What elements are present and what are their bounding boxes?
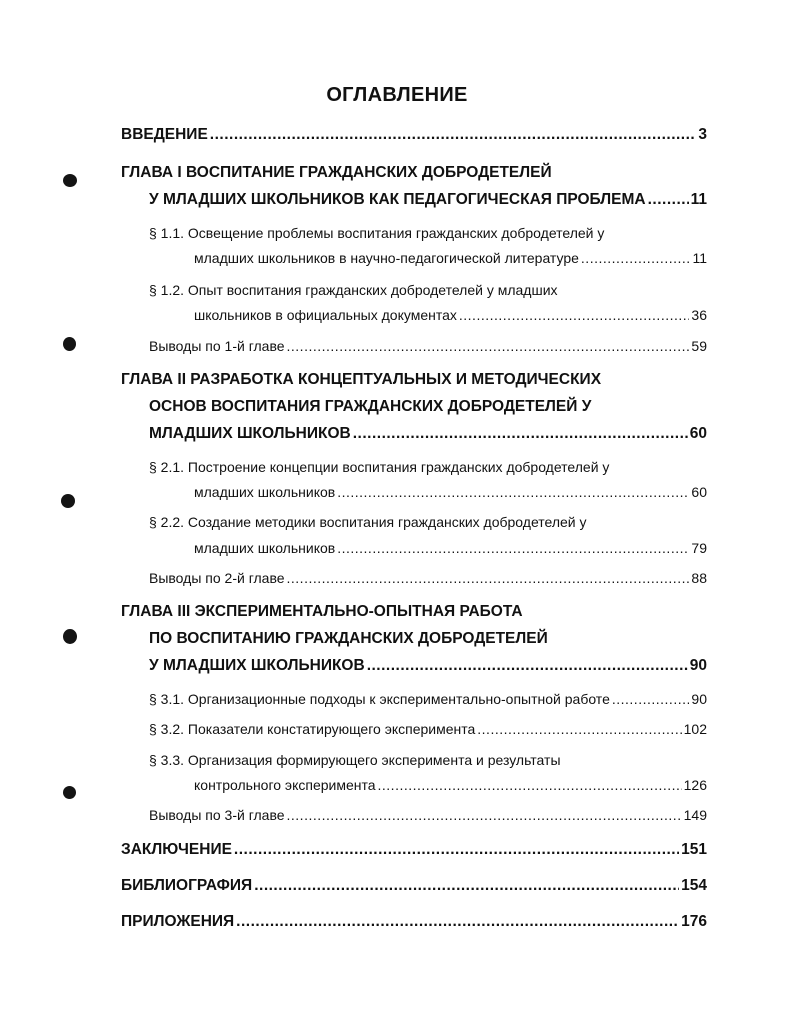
toc-entry-section-1-1	[194, 248, 707, 268]
leader-dots	[353, 424, 688, 444]
chapter-3-heading-line-2: ПО ВОСПИТАНИЮ ГРАЖДАНСКИХ ДОБРОДЕТЕЛЕЙ	[149, 630, 548, 647]
section-3-3-heading: § 3.3. Организация формирующего эксперимента и результаты	[149, 752, 561, 768]
toc-page-number: 176	[681, 913, 707, 930]
leader-dots	[287, 568, 690, 588]
leader-dots	[477, 719, 681, 739]
toc-entry-text: ЗАКЛЮЧЕНИЕ	[121, 841, 232, 858]
toc-entry-conclusions-3	[149, 805, 707, 825]
punch-hole-blot	[61, 494, 75, 508]
toc-page-number: 60	[691, 484, 707, 500]
toc-entry-text: ВВЕДЕНИЕ	[121, 126, 208, 143]
toc-entry-section-3-1	[149, 689, 707, 709]
leader-dots	[337, 538, 689, 558]
chapter-1-heading: ГЛАВА I ВОСПИТАНИЕ ГРАЖДАНСКИХ ДОБРОДЕТЕЛЕЙ	[121, 164, 552, 181]
toc-entry-text: § 3.1. Организационные подходы к экспериментально-опытной работе	[149, 691, 610, 707]
punch-hole-blot	[63, 629, 77, 644]
toc-entry-text: школьников в официальных документах	[194, 307, 457, 323]
leader-dots	[378, 775, 682, 795]
toc-entry-bibliography	[121, 876, 707, 896]
toc-page-number: 3	[698, 126, 707, 143]
leader-dots	[210, 125, 697, 145]
toc-page-number: 59	[691, 338, 707, 354]
toc-entry-chapter-2	[149, 424, 707, 444]
section-2-1-heading: § 2.1. Построение концепции воспитания гражданских добродетелей у	[149, 459, 610, 475]
leader-dots	[337, 482, 689, 502]
toc-entry-section-3-3	[194, 775, 707, 795]
toc-entry-intro	[121, 125, 707, 145]
toc-entry-text: контрольного эксперимента	[194, 777, 376, 793]
toc-entry-section-1-2	[194, 305, 707, 325]
leader-dots	[234, 840, 679, 860]
toc-page-number: 88	[691, 570, 707, 586]
toc-page-number: 154	[681, 877, 707, 894]
toc-entry-text: У МЛАДШИХ ШКОЛЬНИКОВ	[149, 657, 365, 674]
toc-entry-text: ПРИЛОЖЕНИЯ	[121, 913, 235, 930]
toc-entry-text: МЛАДШИХ ШКОЛЬНИКОВ	[149, 425, 351, 442]
toc-entry-chapter-3	[149, 656, 707, 676]
page-title: ОГЛАВЛЕНИЕ	[326, 84, 468, 106]
punch-hole-blot	[63, 337, 76, 351]
toc-entry-conclusion	[121, 840, 707, 860]
toc-entry-text: младших школьников в научно-педагогической литературе	[194, 250, 579, 266]
toc-page-number: 151	[681, 841, 707, 858]
toc-page-number: 11	[690, 191, 707, 208]
toc-entry-conclusions-2	[149, 568, 707, 588]
chapter-2-heading-line-1: ГЛАВА II РАЗРАБОТКА КОНЦЕПТУАЛЬНЫХ И МЕТОДИЧЕСКИХ	[121, 371, 602, 388]
section-2-2-heading: § 2.2. Создание методики воспитания гражданских добродетелей у	[149, 514, 587, 530]
chapter-2-heading-line-2: ОСНОВ ВОСПИТАНИЯ ГРАЖДАНСКИХ ДОБРОДЕТЕЛЕЙ У	[149, 398, 592, 415]
section-1-1-heading: § 1.1. Освещение проблемы воспитания гражданских добродетелей у	[149, 225, 605, 241]
leader-dots	[367, 656, 688, 676]
toc-entry-text: младших школьников	[194, 484, 336, 500]
toc-entry-conclusions-1	[149, 336, 707, 356]
toc-page-number: 79	[691, 540, 707, 556]
toc-entry-appendices	[121, 912, 707, 932]
toc-page-number: 60	[689, 425, 707, 442]
chapter-3-heading-line-1: ГЛАВА III ЭКСПЕРИМЕНТАЛЬНО-ОПЫТНАЯ РАБОТА	[121, 603, 523, 620]
toc-page-number: 90	[689, 657, 707, 674]
toc-page-number: 102	[683, 721, 707, 737]
leader-dots	[648, 190, 689, 210]
toc-page-number: 149	[683, 807, 707, 823]
toc-page-number: 90	[691, 691, 707, 707]
toc-entry-text: § 3.2. Показатели констатирующего эксперимента	[149, 721, 476, 737]
leader-dots	[236, 912, 679, 932]
toc-entry-section-3-2	[149, 719, 707, 739]
leader-dots	[287, 805, 682, 825]
toc-entry-chapter-1	[149, 190, 707, 210]
toc-entry-text: Выводы по 1-й главе	[149, 338, 285, 354]
punch-hole-blot	[63, 786, 76, 799]
toc-entry-text: У МЛАДШИХ ШКОЛЬНИКОВ КАК ПЕДАГОГИЧЕСКАЯ ПРОБЛЕМА	[149, 191, 646, 208]
toc-entry-section-2-1	[194, 482, 707, 502]
leader-dots	[612, 689, 690, 709]
section-1-2-heading: § 1.2. Опыт воспитания гражданских добродетелей у младших	[149, 282, 558, 298]
toc-entry-text: Выводы по 2-й главе	[149, 570, 285, 586]
punch-hole-blot	[63, 174, 77, 187]
toc-entry-text: БИБЛИОГРАФИЯ	[121, 877, 253, 894]
leader-dots	[581, 248, 691, 268]
toc-page-number: 126	[683, 777, 707, 793]
toc-page-number: 36	[691, 307, 707, 323]
toc-entry-section-2-2	[194, 538, 707, 558]
toc-entry-text: Выводы по 3-й главе	[149, 807, 285, 823]
leader-dots	[254, 876, 679, 896]
toc-entry-text: младших школьников	[194, 540, 336, 556]
leader-dots	[459, 305, 690, 325]
toc-page-number: 11	[692, 250, 707, 266]
leader-dots	[287, 336, 690, 356]
